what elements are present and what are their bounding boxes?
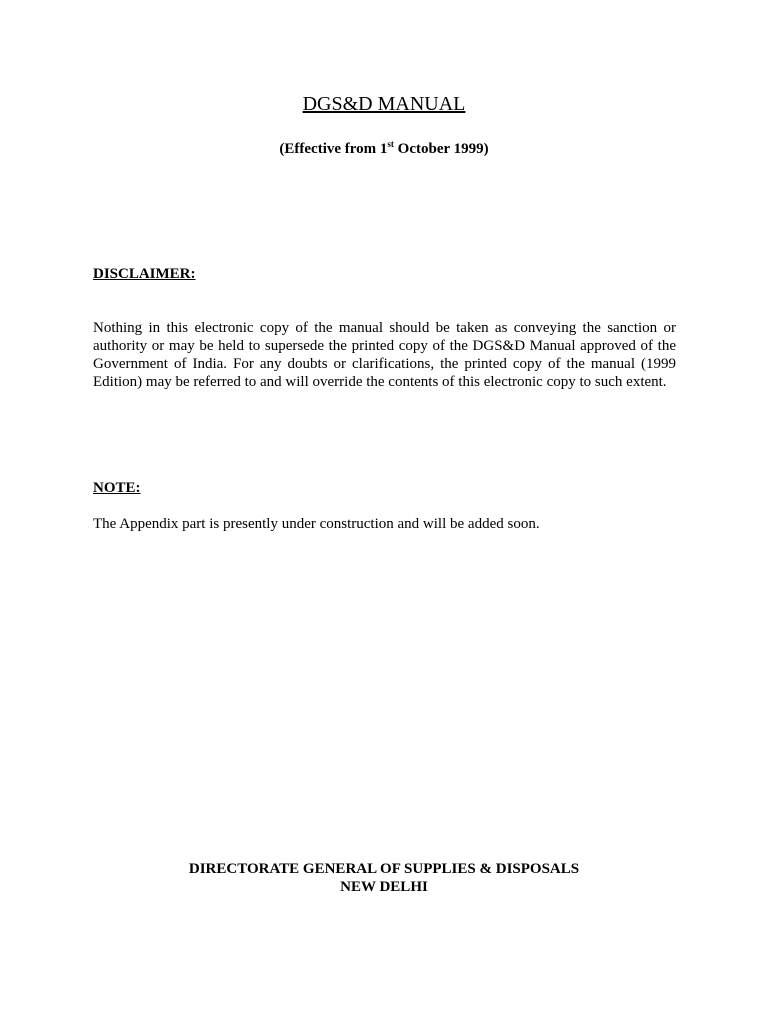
- effective-date-superscript: st: [387, 139, 394, 149]
- footer-organization: DIRECTORATE GENERAL OF SUPPLIES & DISPOSALS: [188, 861, 580, 877]
- note-heading: NOTE:: [93, 480, 141, 496]
- effective-date-suffix: October 1999): [393, 141, 489, 157]
- note-text: The Appendix part is presently under construction and will be added soon.: [93, 516, 540, 532]
- footer: [0, 860, 768, 896]
- disclaimer-heading: DISCLAIMER:: [93, 266, 196, 282]
- effective-date-prefix: (Effective from 1: [279, 141, 388, 157]
- disclaimer-text: Nothing in this electronic copy of the manual should be taken as conveying the sanction or authority or may be held to supersede the printed copy of the DGS&D Manual approved of the Government of India. For any doubts or clarifications, the printed copy of the manual (1999 Edition) may be referred to and will override the contents of this electronic copy to such extent.: [93, 320, 676, 390]
- page-title: DGS&D MANUAL: [302, 93, 466, 115]
- footer-location: NEW DELHI: [340, 879, 428, 895]
- effective-date: [0, 141, 768, 158]
